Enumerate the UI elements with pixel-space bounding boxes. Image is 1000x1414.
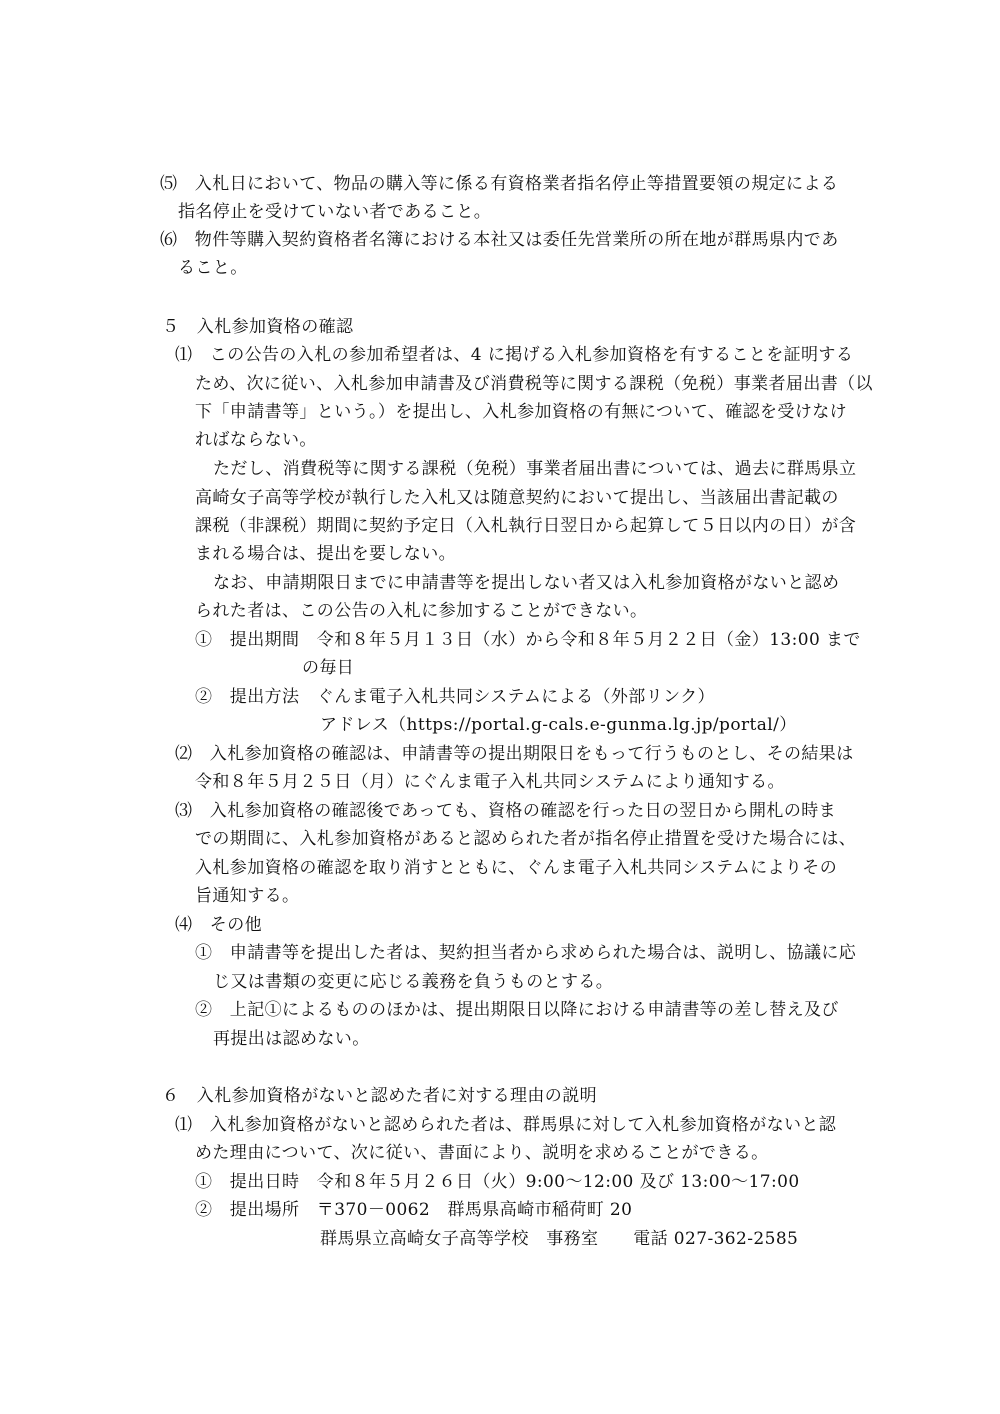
text-line: ⑵ 入札参加資格の確認は、申請書等の提出期限日をもって行うものとし、その結果は <box>175 744 854 764</box>
text-line: じ又は書類の変更に応じる義務を負うものとする。 <box>213 972 614 992</box>
text-line: ② 上記①によるもののほかは、提出期限日以降における申請書等の差し替え及び <box>195 1000 839 1020</box>
contact-line: 群馬県立高崎女子高等学校 事務室 電話 027-362-2585 <box>320 1229 799 1249</box>
text-line: ② 提出方法 ぐんま電子入札共同システムによる（外部リンク） <box>195 687 715 707</box>
text-line: られた者は、この公告の入札に参加することができない。 <box>195 601 648 621</box>
text-line: 入札参加資格の確認を取り消すとともに、ぐんま電子入札共同システムによりその <box>195 858 838 878</box>
text-line: ること。 <box>178 258 248 278</box>
text-line: ため、次に従い、入札参加申請書及び消費税等に関する課税（免税）事業者届出書（以 <box>195 374 873 394</box>
text-line: 課税（非課税）期間に契約予定日（入札執行日翌日から起算して５日以内の日）が含 <box>195 516 857 536</box>
text-line: 高崎女子高等学校が執行した入札又は随意契約において提出し、当該届出書記載の <box>195 488 839 508</box>
submission-datetime: ① 提出日時 令和８年５月２６日（火）9:00～12:00 及び 13:00～17:00 <box>195 1172 800 1192</box>
item-5-4: ⑷ その他 <box>175 915 262 935</box>
text-line: の毎日 <box>302 658 355 678</box>
text-line: 指名停止を受けていない者であること。 <box>178 202 492 222</box>
text-line: ⑴ 入札参加資格がないと認められた者は、群馬県に対して入札参加資格がないと認 <box>175 1115 837 1135</box>
text-line: ① 提出期間 令和８年５月１３日（水）から令和８年５月２２日（金）13:00 まで <box>195 630 861 650</box>
text-line: なお、申請期限日までに申請書等を提出しない者又は入札参加資格がないと認め <box>213 573 840 593</box>
text-line: 令和８年５月２５日（月）にぐんま電子入札共同システムにより通知する。 <box>195 772 785 792</box>
text-line: ⑶ 入札参加資格の確認後であっても、資格の確認を行った日の翌日から開札の時ま <box>175 801 837 821</box>
text-line: ⑹ 物件等購入契約資格者名簿における本社又は委任先営業所の所在地が群馬県内であ <box>160 230 839 250</box>
text-line: での期間に、入札参加資格があると認められた者が指名停止措置を受けた場合には、 <box>195 829 857 849</box>
text-line: 下「申請書等」という。）を提出し、入札参加資格の有無について、確認を受けなけ <box>195 402 848 422</box>
text-line: 旨通知する。 <box>195 886 300 906</box>
portal-address: アドレス（https://portal.g-cals.e-gunma.lg.jp/portal/） <box>320 715 797 735</box>
text-line: ① 申請書等を提出した者は、契約担当者から求められた場合は、説明し、協議に応 <box>195 943 857 963</box>
text-line: ⑴ この公告の入札の参加希望者は、4 に掲げる入札参加資格を有することを証明する <box>175 345 854 365</box>
text-line: ⑸ 入札日において、物品の購入等に係る有資格業者指名停止等措置要領の規定による <box>160 174 839 194</box>
text-line: 再提出は認めない。 <box>213 1029 370 1049</box>
text-line: ればならない。 <box>195 430 317 450</box>
text-line: めた理由について、次に従い、書面により、説明を求めることができる。 <box>195 1143 769 1163</box>
section-heading: ６ 入札参加資格がないと認めた者に対する理由の説明 <box>162 1086 597 1106</box>
section-heading: ５ 入札参加資格の確認 <box>162 317 354 337</box>
text-line: ただし、消費税等に関する課税（免税）事業者届出書については、過去に群馬県立 <box>213 459 857 479</box>
text-line: まれる場合は、提出を要しない。 <box>195 544 456 564</box>
text-line: ② 提出場所 〒370－0062 群馬県高崎市稲荷町 20 <box>195 1200 633 1220</box>
